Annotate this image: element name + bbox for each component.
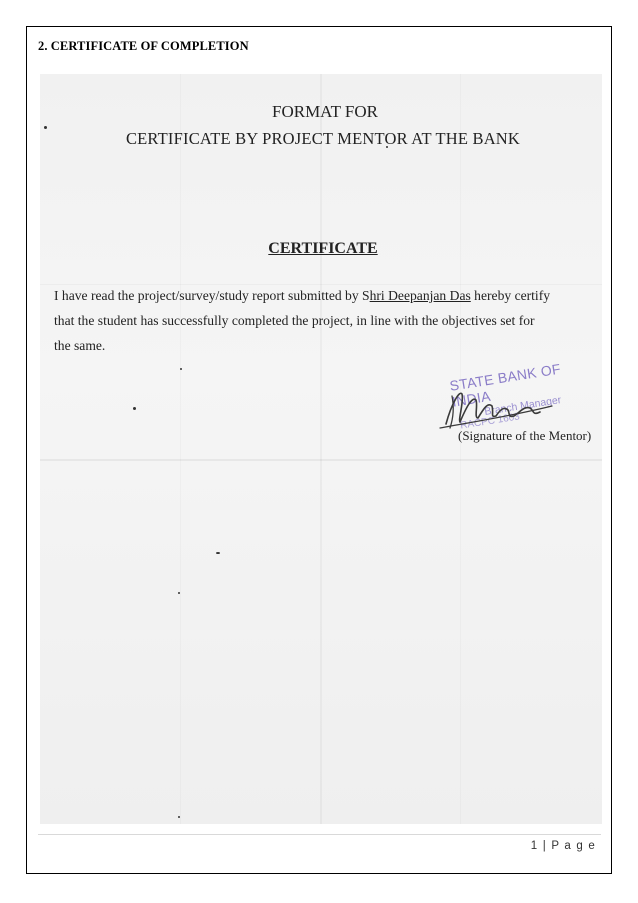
- scanned-certificate-image: [40, 74, 602, 824]
- paper-fold-vertical-left: [180, 74, 181, 824]
- section-heading: 2. CERTIFICATE OF COMPLETION: [38, 39, 249, 53]
- certificate-text: hereby certify: [470, 288, 551, 303]
- student-name: hri Deepanjan Das: [369, 288, 471, 303]
- certificate-body: [54, 283, 594, 358]
- certificate-body-line-3: the same.: [54, 338, 106, 353]
- stamp-bank-name: STATE BANK OF INDIA: [448, 360, 562, 410]
- footer-divider: [38, 834, 601, 835]
- certificate-text: I have read the project/survey/study report submitted by S: [54, 288, 370, 303]
- scan-speck: [178, 592, 180, 594]
- scan-speck: [178, 816, 180, 818]
- paper-fold-vertical: [320, 74, 322, 824]
- certificate-body-line-1: [54, 283, 594, 308]
- certificate-body-line-2: that the student has successfully completed the project, in line with the objectives set for: [54, 313, 535, 328]
- stamp-role: Branch Manager: [483, 394, 563, 418]
- scan-title-format-for: FORMAT FOR: [272, 102, 378, 121]
- scan-speck: [133, 407, 136, 410]
- certificate-heading: CERTIFICATE: [268, 240, 378, 257]
- stamp-code: RACPC 1603: [459, 411, 521, 432]
- scan-title-certificate-by-mentor: CERTIFICATE BY PROJECT MENTOR AT THE BANK: [125, 129, 521, 148]
- paper-fold-vertical-right: [460, 74, 461, 824]
- signature-caption: (Signature of the Mentor): [458, 428, 592, 443]
- scan-speck: [180, 368, 182, 370]
- scan-speck: [216, 552, 220, 554]
- page-number: 1 | P a g e: [530, 840, 596, 852]
